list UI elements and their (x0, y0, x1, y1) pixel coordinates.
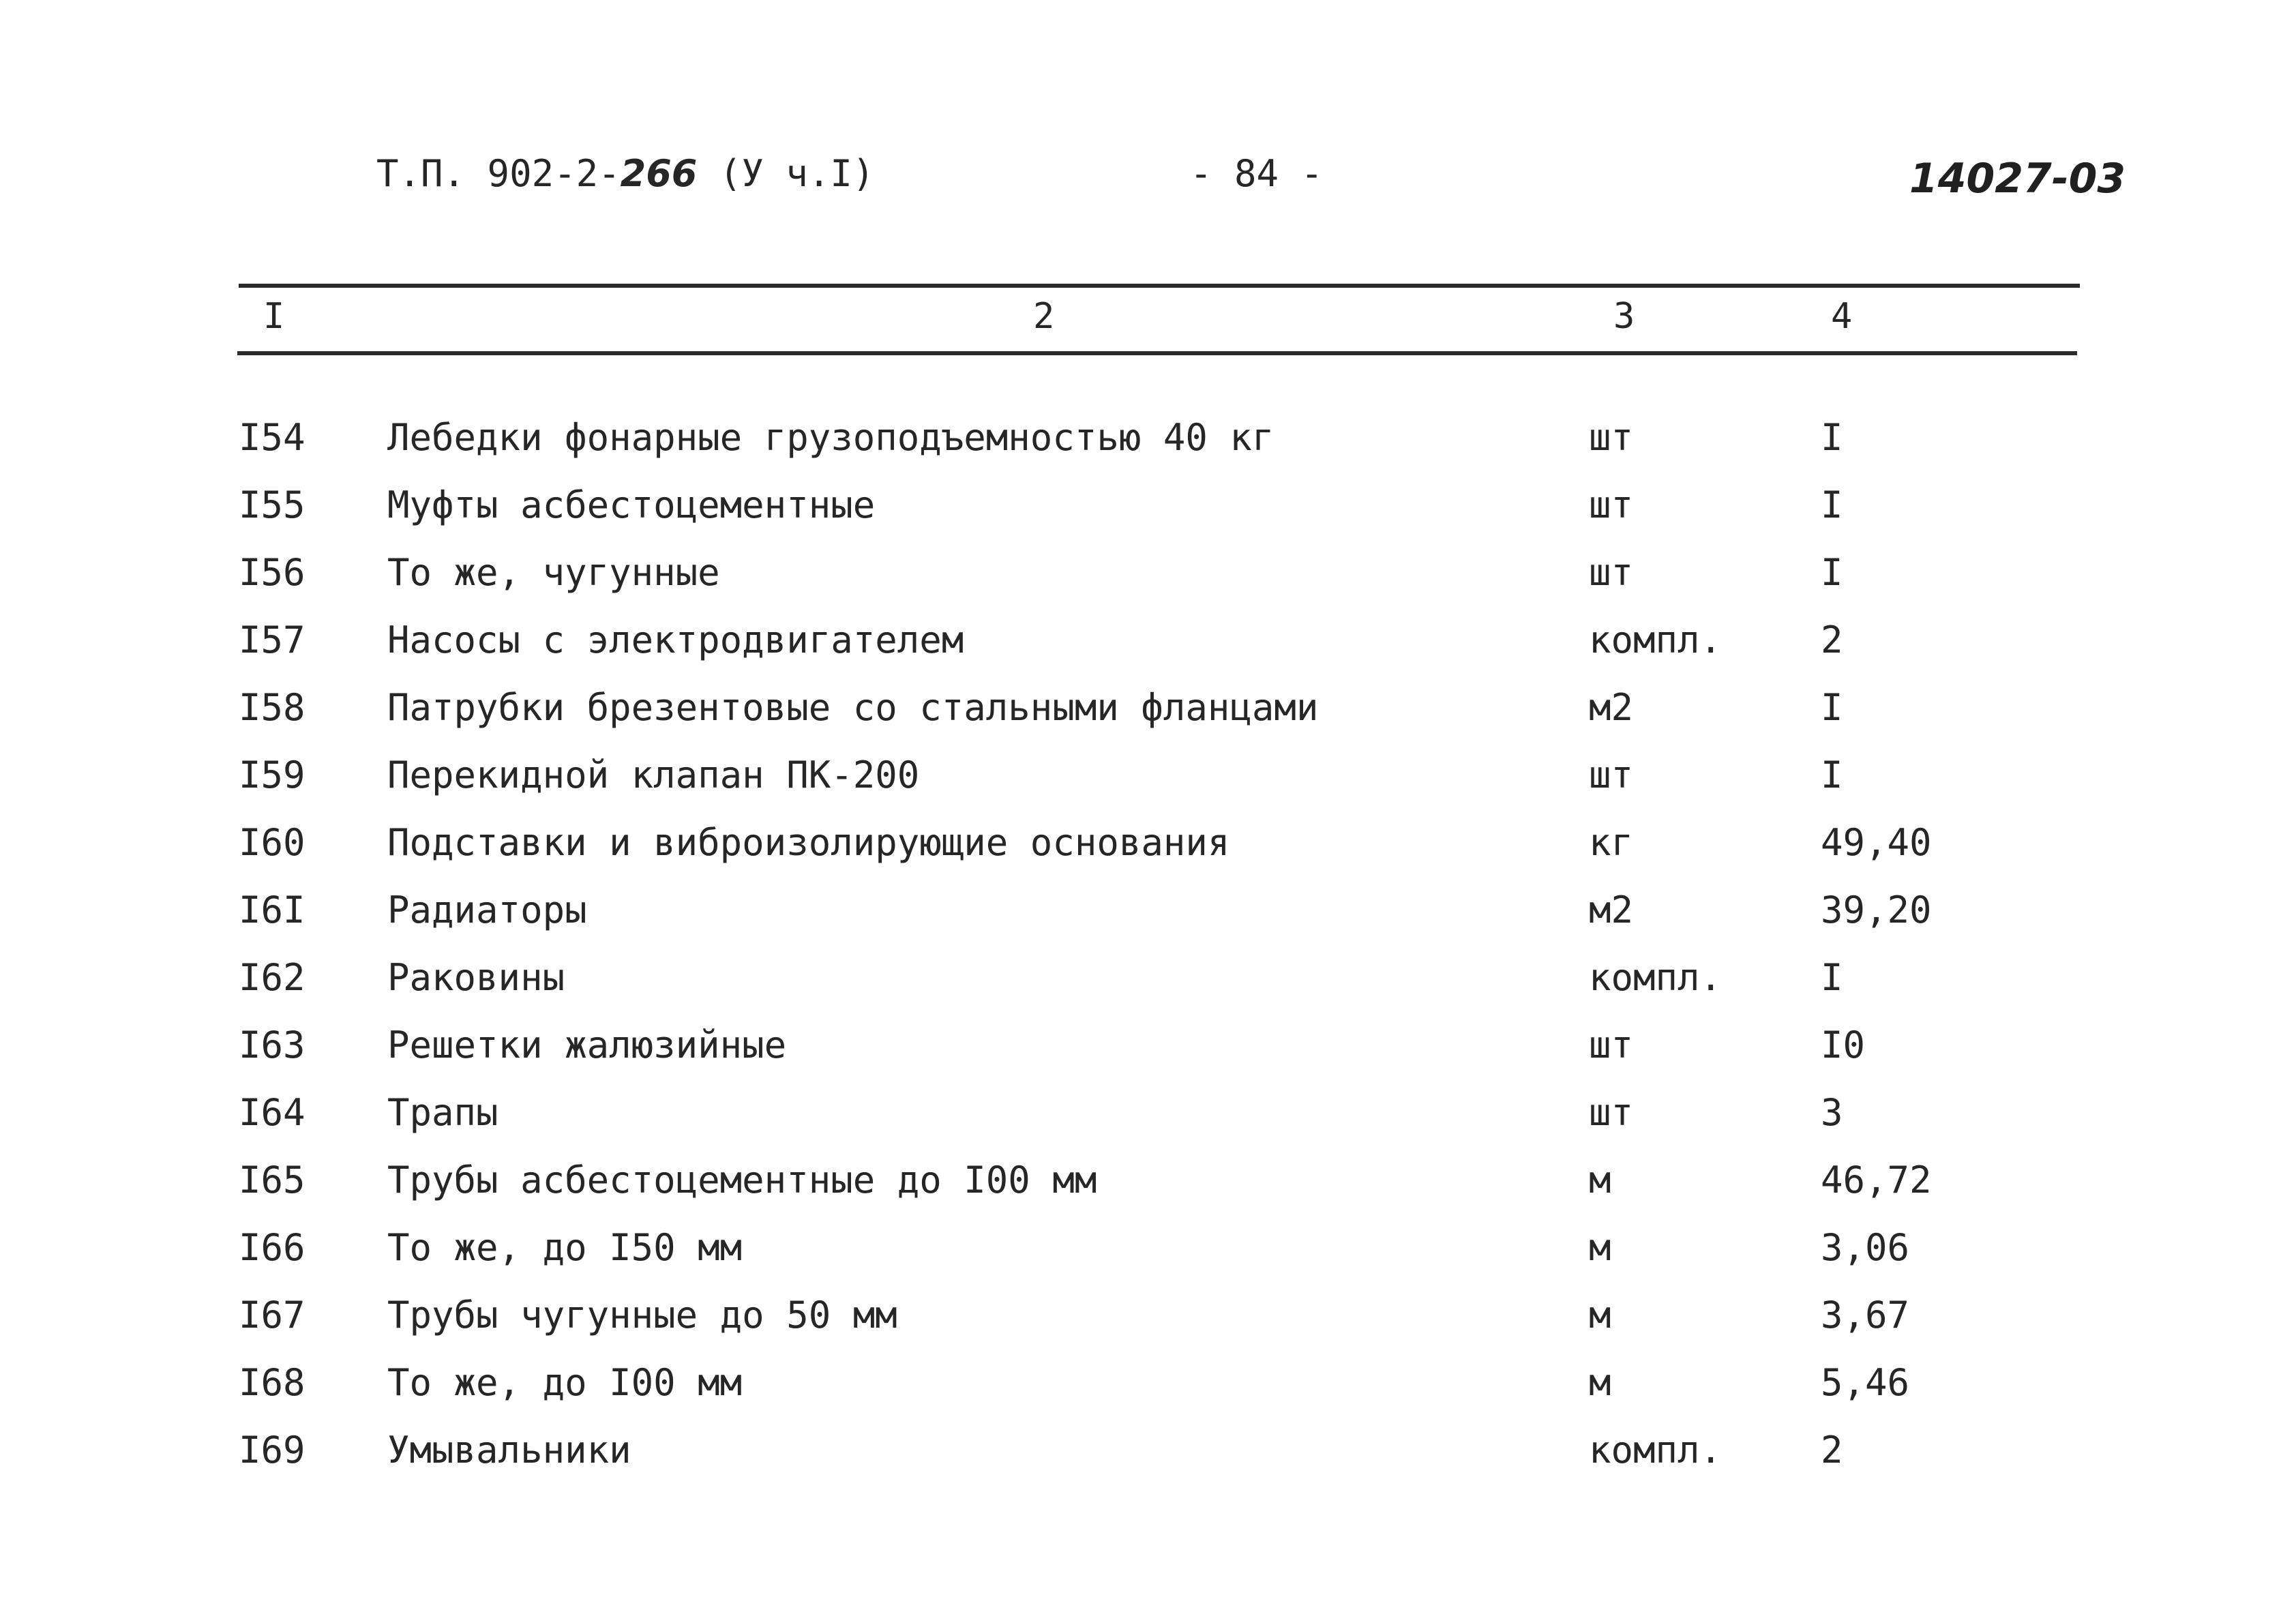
table-row (0, 1361, 2296, 1429)
row-name: Решетки жалюзийные (387, 1024, 787, 1066)
row-quantity: I (1821, 483, 1843, 526)
row-unit: компл. (1589, 956, 1723, 999)
row-name: То же, до I00 мм (387, 1361, 743, 1404)
row-name: То же, до I50 мм (387, 1226, 743, 1269)
table-row (0, 1024, 2296, 1092)
row-name: То же, чугунные (387, 551, 720, 594)
row-quantity: 3,67 (1821, 1294, 1910, 1337)
table-top-rule (239, 284, 2080, 288)
row-unit: шт (1589, 551, 1634, 594)
table-row (0, 889, 2296, 957)
row-unit: компл. (1589, 618, 1723, 661)
column-number-3: 3 (1613, 296, 1635, 337)
row-unit: м (1589, 1294, 1611, 1337)
document-code-suffix: (У ч.I) (697, 152, 875, 195)
row-unit: шт (1589, 416, 1634, 459)
row-unit: м (1589, 1226, 1611, 1269)
table-row (0, 483, 2296, 552)
row-quantity: I (1821, 416, 1843, 459)
row-number: I58 (239, 686, 305, 729)
row-name: Муфты асбестоцементные (387, 483, 876, 526)
row-number: I69 (239, 1429, 305, 1472)
row-quantity: 39,20 (1821, 889, 1932, 931)
row-quantity: I (1821, 686, 1843, 729)
row-name: Раковины (387, 956, 565, 999)
row-unit: шт (1589, 1091, 1634, 1134)
row-number: I62 (239, 956, 305, 999)
row-quantity: 2 (1821, 618, 1843, 661)
column-number-4: 4 (1831, 296, 1853, 337)
row-unit: м2 (1589, 889, 1634, 931)
row-number: I63 (239, 1024, 305, 1066)
table-row (0, 551, 2296, 619)
table-row (0, 1226, 2296, 1294)
row-number: I64 (239, 1091, 305, 1134)
row-number: I56 (239, 551, 305, 594)
row-unit: м2 (1589, 686, 1634, 729)
row-name: Подставки и виброизолирующие основания (387, 821, 1230, 864)
row-unit: компл. (1589, 1429, 1723, 1472)
row-quantity: I0 (1821, 1024, 1866, 1066)
table-row (0, 1091, 2296, 1159)
row-quantity: 2 (1821, 1429, 1843, 1472)
table-row (0, 1159, 2296, 1227)
row-unit: м (1589, 1361, 1611, 1404)
row-number: I68 (239, 1361, 305, 1404)
document-code-prefix: Т.П. 902-2- (376, 152, 621, 195)
column-number-2: 2 (1033, 296, 1055, 337)
table-row (0, 1429, 2296, 1497)
row-name: Трапы (387, 1091, 498, 1134)
table-row (0, 416, 2296, 484)
row-number: I65 (239, 1159, 305, 1201)
row-name: Умывальники (387, 1429, 631, 1472)
row-number: I57 (239, 618, 305, 661)
row-name: Насосы с электродвигателем (387, 618, 964, 661)
row-quantity: I (1821, 753, 1843, 796)
table-row (0, 1294, 2296, 1362)
row-quantity: 46,72 (1821, 1159, 1932, 1201)
row-quantity: 3 (1821, 1091, 1843, 1134)
document-code-handwritten: 266 (620, 152, 698, 195)
column-number-1: I (263, 296, 285, 337)
row-unit: кг (1589, 821, 1634, 864)
row-number: I6I (239, 889, 305, 931)
row-quantity: 49,40 (1821, 821, 1932, 864)
row-name: Трубы чугунные до 50 мм (387, 1294, 897, 1337)
table-header-rule (237, 351, 2077, 355)
row-name: Патрубки брезентовые со стальными фланцами (387, 686, 1319, 729)
row-number: I59 (239, 753, 305, 796)
page-number: - 84 - (1190, 152, 1324, 195)
row-name: Лебедки фонарные грузоподъемностью 40 кг (387, 416, 1274, 459)
row-name: Перекидной клапан ПК-200 (387, 753, 920, 796)
row-unit: шт (1589, 1024, 1634, 1066)
row-quantity: 3,06 (1821, 1226, 1910, 1269)
table-row (0, 618, 2296, 687)
row-name: Трубы асбестоцементные до I00 мм (387, 1159, 1097, 1201)
row-number: I60 (239, 821, 305, 864)
row-quantity: I (1821, 551, 1843, 594)
row-unit: м (1589, 1159, 1611, 1201)
row-number: I66 (239, 1226, 305, 1269)
archive-number: 14027-03 (1909, 155, 2126, 203)
row-unit: шт (1589, 483, 1634, 526)
table-row (0, 956, 2296, 1024)
table-row (0, 753, 2296, 822)
document-code (376, 152, 874, 196)
row-unit: шт (1589, 753, 1634, 796)
table-row (0, 686, 2296, 754)
row-number: I67 (239, 1294, 305, 1337)
row-number: I55 (239, 483, 305, 526)
row-quantity: I (1821, 956, 1843, 999)
table-row (0, 821, 2296, 889)
row-number: I54 (239, 416, 305, 459)
row-name: Радиаторы (387, 889, 587, 931)
row-quantity: 5,46 (1821, 1361, 1910, 1404)
